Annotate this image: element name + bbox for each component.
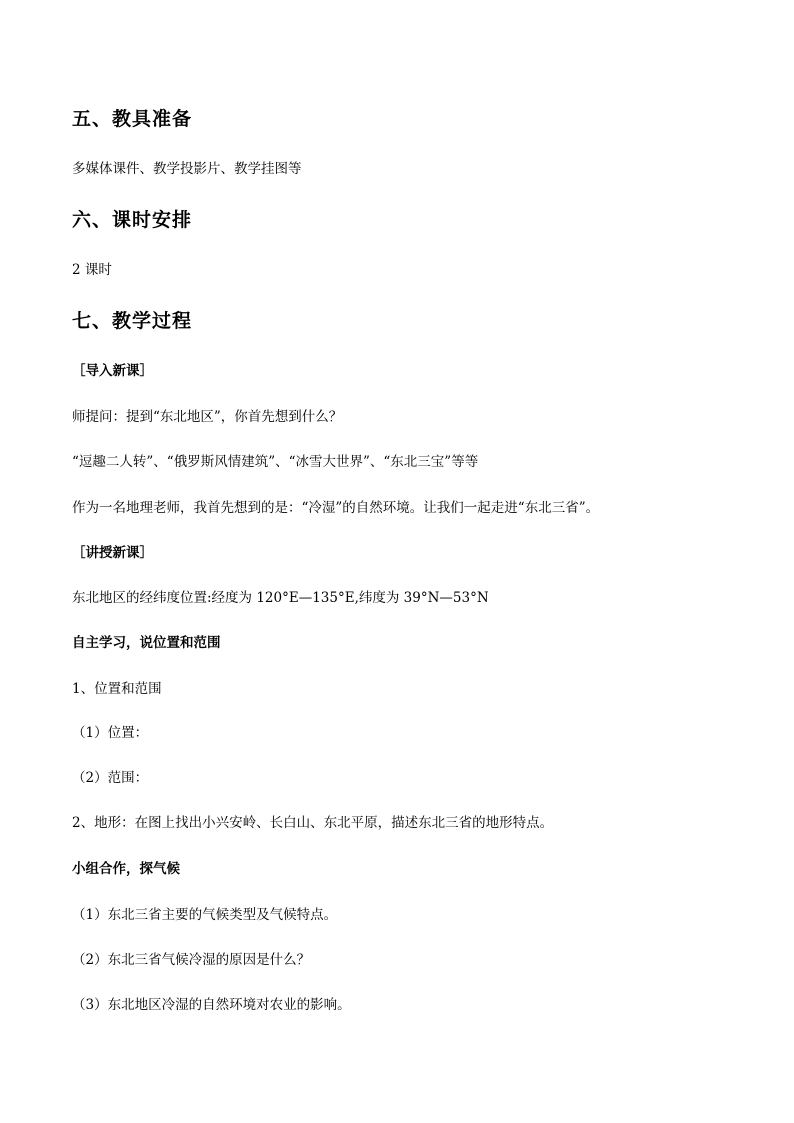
teacher-intro: 作为一名地理老师，我首先想到的是：“冷湿”的自然环境。让我们一起走进“东北三省”。 <box>72 500 600 516</box>
teacher-question: 师提问：提到“东北地区”，你首先想到什么？ <box>72 409 343 425</box>
group-work-title: 小组合作，探气候 <box>72 861 180 877</box>
teaching-aids-text: 多媒体课件、教学投影片、教学挂图等 <box>72 161 302 177</box>
section-heading-teaching-process: 七、教学过程 <box>72 310 193 332</box>
coordinates-text: 东北地区的经纬度位置:经度为 120°E—135°E,纬度为 39°N—53°N <box>72 590 489 606</box>
new-lesson-label: ［讲授新课］ <box>72 545 153 561</box>
item-position: （1）位置： <box>72 725 149 741</box>
item-position-range: 1、位置和范围 <box>72 681 162 697</box>
self-study-title: 自主学习，说位置和范围 <box>72 635 221 651</box>
intro-label: ［导入新课］ <box>72 363 153 379</box>
climate-question-2: （2）东北三省气候冷湿的原因是什么？ <box>72 952 311 968</box>
section-heading-teaching-aids: 五、教具准备 <box>72 108 193 130</box>
climate-question-3: （3）东北地区冷湿的自然环境对农业的影响。 <box>72 997 351 1013</box>
student-answers: “逗趣二人转”、“俄罗斯风情建筑”、“冰雪大世界”、“东北三宝”等等 <box>72 454 479 470</box>
climate-question-1: （1）东北三省主要的气候类型及气候特点。 <box>72 907 338 923</box>
class-hours-text: 2 课时 <box>72 262 112 278</box>
section-heading-class-hours: 六、课时安排 <box>72 209 193 231</box>
item-terrain: 2、地形：在图上找出小兴安岭、长白山、东北平原，描述东北三省的地形特点。 <box>72 815 554 831</box>
item-range: （2）范围： <box>72 770 149 786</box>
